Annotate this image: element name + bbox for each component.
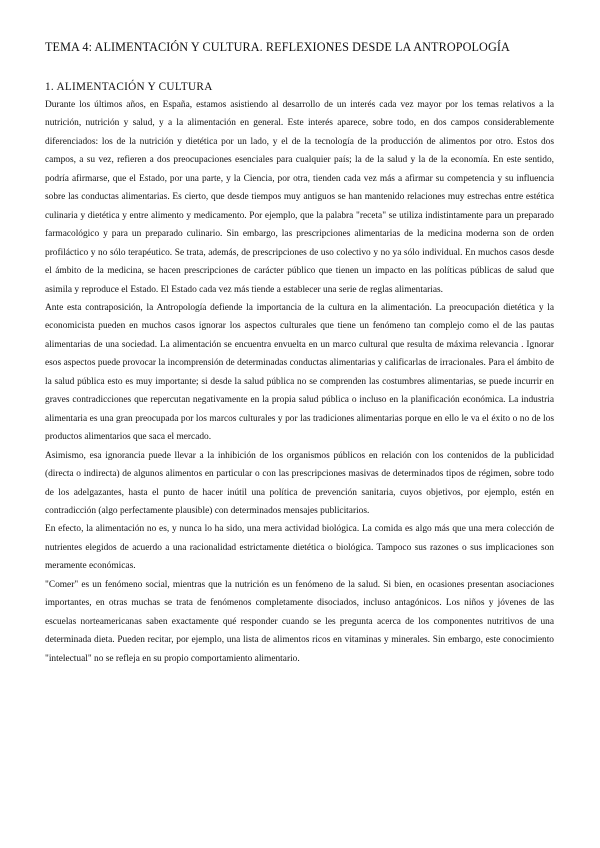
section-heading: 1. ALIMENTACIÓN Y CULTURA (45, 81, 213, 93)
paragraph: "Comer" es un fenómeno social, mientras que la nutrición es un fenómeno de la salud. Si bien, en ocasiones presentan asociaciones importantes, en otras muchas se trata de fenómenos completamente disociados, incluso antagónicos. Los niños y jóvenes de las escuelas norteamericanas saben exactamente qué responder cuando se les pregunta acerca de los componentes nutritivos de una determinada dieta. Pueden recitar, por ejemplo, una lista de alimentos ricos en vitaminas y minerales. Sin embargo, este conocimiento "intelectual" no se refleja en su propio comportamiento alimentario. (45, 579, 554, 664)
document-title: TEMA 4: ALIMENTACIÓN Y CULTURA. REFLEXIONES DESDE LA ANTROPOLOGÍA (45, 40, 510, 54)
paragraph: Ante esta contraposición, la Antropología defiende la importancia de la cultura en la alimentación. La preocupación dietética y la economicista pueden en muchos casos ignorar los aspectos culturales que tiene un fenómeno tan complejo como el de las pautas alimentarias de una sociedad. La alimentación se encuentra envuelta en un marco cultural que resulta de máxima relevancia . Ignorar esos aspectos puede provocar la incomprensión de determinadas conductas alimentarias y calificarlas de irracionales. Para el ámbito de la salud pública esto es muy importante; si desde la salud pública no se comprenden las costumbres alimentarias, se puede incurrir en graves contradicciones que repercutan negativamente en la propia salud pública o incluso en la planificación económica. La industria alimentaria es una gran preocupada por los marcos culturales y por las tradiciones alimentarias porque en ello le va el éxito o no de los productos alimentarios que saca el mercado. (45, 302, 554, 443)
paragraph: Durante los últimos años, en España, estamos asistiendo al desarrollo de un interés cada vez mayor por los temas relativos a la nutrición, nutrición y salud, y a la alimentación en general. Este interés aparece, sobre todo, en dos campos considerablemente diferenciados: los de la nutrición y dietética por un lado, y el de la tecnología de la producción de alimentos por otro. Estos dos campos, a su vez, refieren a dos preocupaciones esenciales para cualquier país; la de la salud y la de la economía. En este sentido, podría afirmarse, que el Estado, por una parte, y la Ciencia, por otra, tienden cada vez más a afirmar su competencia y su influencia sobre las conductas alimentarias. Es cierto, que desde tiempos muy antiguos se han mantenido relaciones muy estrechas entre estética culinaria y dietética y entre alimento y medicamento. Por ejemplo, que la palabra "receta" se utiliza indistintamente para un preparado farmacológico y para un preparado culinario. Sin embargo, las prescripciones alimentarias de la medicina moderna son de orden profiláctico y no sólo terapéutico. Se trata, además, de prescripciones de uso colectivo y no ya sólo individual. En muchos casos desde el ámbito de la medicina, se hacen prescripciones de carácter público que tienen un impacto en las políticas públicas de salud que asimila y reproduce el Estado. El Estado cada vez más tiende a establecer una serie de reglas alimentarias. (45, 100, 554, 295)
paragraph: Asimismo, esa ignorancia puede llevar a la inhibición de los organismos públicos en relación con los contenidos de la publicidad (directa o indirecta) de algunos alimentos en particular o con las prescripciones masivas de determinados tipos de régimen, sobre todo de los adelgazantes, hasta el punto de hacer inútil una política de prevención sanitaria, cuyos objetivos, por ejemplo, estén en contradicción (algo perfectamente plausible) con determinados mensajes publicitarios. (45, 450, 554, 516)
paragraph: En efecto, la alimentación no es, y nunca lo ha sido, una mera actividad biológica. La comida es algo más que una mera colección de nutrientes elegidos de acuerdo a una racionalidad estrictamente dietética o biológica. Tampoco sus razones o sus implicaciones son meramente económicas. (45, 524, 554, 572)
